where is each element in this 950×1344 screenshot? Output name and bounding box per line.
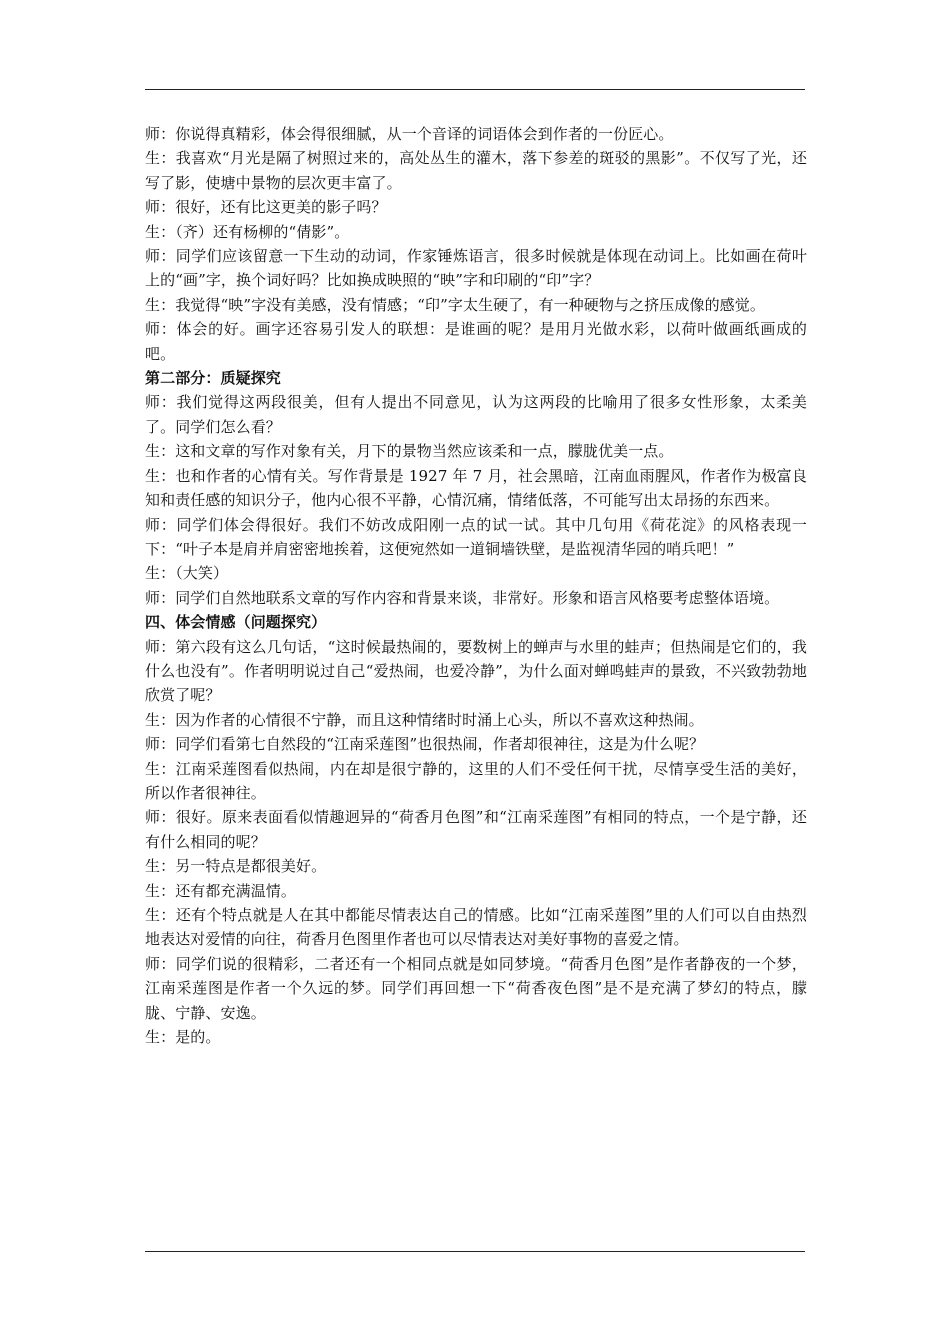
paragraph: 生：还有个特点就是人在其中都能尽情表达自己的情感。比如“江南采莲图”里的人们可以自由热烈地表达对爱情的向往，荷香月色图里作者也可以尽情表达对美好事物的喜爱之情。 bbox=[145, 906, 807, 949]
header-rule bbox=[145, 89, 805, 90]
paragraph: 生：（齐）还有杨柳的“倩影”。 bbox=[145, 222, 350, 241]
paragraph: 师：同学们体会得很好。我们不妨改成阳刚一点的试一试。其中几句用《荷花淀》的风格表现一下：“叶子本是肩并肩密密地挨着，这便宛然如一道铜墙铁壁，是监视清华园的哨兵吧！” bbox=[145, 515, 807, 558]
paragraph: 师：同学们自然地联系文章的写作内容和背景来谈，非常好。形象和语言风格要考虑整体语境。 bbox=[145, 588, 780, 607]
paragraph: 师：你说得真精彩，体会得很细腻，从一个音译的词语体会到作者的一份匠心。 bbox=[145, 125, 674, 143]
section-heading: 四、体会情感（问题探究） bbox=[145, 613, 327, 632]
footer-rule bbox=[145, 1251, 805, 1252]
paragraph: 生：还有都充满温情。 bbox=[145, 881, 297, 900]
paragraph: 生：是的。 bbox=[145, 1028, 221, 1047]
paragraph: 师：同学们看第七自然段的“江南采莲图”也很热闹，作者却很神往，这是为什么呢？ bbox=[145, 735, 705, 754]
paragraph: 生：我觉得“映”字没有美感，没有情感；“印”字太生硬了，有一种硬物与之挤压成像的感觉。 bbox=[145, 295, 765, 314]
document-body bbox=[145, 122, 807, 1049]
paragraph: 生：也和作者的心情有关。写作背景是 1927 年 7 月，社会黑暗，江南血雨腥风，作者作为极富良知和责任感的知识分子，他内心很不平静，心情沉痛，情绪低落，不可能写出太昂扬的东西来。 bbox=[145, 466, 807, 510]
paragraph: 生：我喜欢“月光是隔了树照过来的，高处丛生的灌木，落下参差的斑驳的黑影”。不仅写了光，还写了影，使塘中景物的层次更丰富了。 bbox=[145, 149, 807, 192]
paragraph: 师：很好，还有比这更美的影子吗？ bbox=[145, 198, 387, 217]
paragraph: 生：因为作者的心情很不宁静，而且这种情绪时时涌上心头，所以不喜欢这种热闹。 bbox=[145, 710, 704, 729]
paragraph: 师：同学们应该留意一下生动的动词，作家锤炼语言，很多时候就是体现在动词上。比如画在荷叶上的“画”字，换个词好吗？比如换成映照的“映”字和印刷的“印”字？ bbox=[145, 247, 807, 290]
paragraph: 生：另一特点是都很美好。 bbox=[145, 857, 327, 876]
section-heading: 第二部分：质疑探究 bbox=[145, 369, 281, 388]
paragraph: 师：同学们说的很精彩，二者还有一个相同点就是如同梦境。“荷香月色图”是作者静夜的一个梦，江南采莲图是作者一个久远的梦。同学们再回想一下“荷香夜色图”是不是充满了梦幻的特点，朦胧、宁静、安逸。 bbox=[145, 954, 807, 1022]
paragraph: 师：体会的好。画字还容易引发人的联想：是谁画的呢？是用月光做水彩，以荷叶做画纸画成的吧。 bbox=[145, 320, 807, 363]
paragraph: 生：这和文章的写作对象有关，月下的景物当然应该柔和一点，朦胧优美一点。 bbox=[145, 442, 674, 461]
paragraph: 师：很好。原来表面看似情趣迥异的“荷香月色图”和“江南采莲图”有相同的特点，一个是宁静，还有什么相同的呢？ bbox=[145, 808, 807, 851]
paragraph: 生：（大笑） bbox=[145, 564, 229, 583]
paragraph: 师：我们觉得这两段很美，但有人提出不同意见，认为这两段的比喻用了很多女性形象，太柔美了。同学们怎么看？ bbox=[145, 393, 807, 436]
paragraph: 生：江南采莲图看似热闹，内在却是很宁静的，这里的人们不受任何干扰，尽情享受生活的美好，所以作者很神往。 bbox=[145, 759, 807, 802]
paragraph: 师：第六段有这么几句话，“这时候最热闹的，要数树上的蝉声与水里的蛙声；但热闹是它们的，我什么也没有”。作者明明说过自己“爱热闹，也爱冷静”，为什么面对蝉鸣蛙声的景致，不兴致勃勃地欣赏了呢？ bbox=[145, 637, 807, 705]
